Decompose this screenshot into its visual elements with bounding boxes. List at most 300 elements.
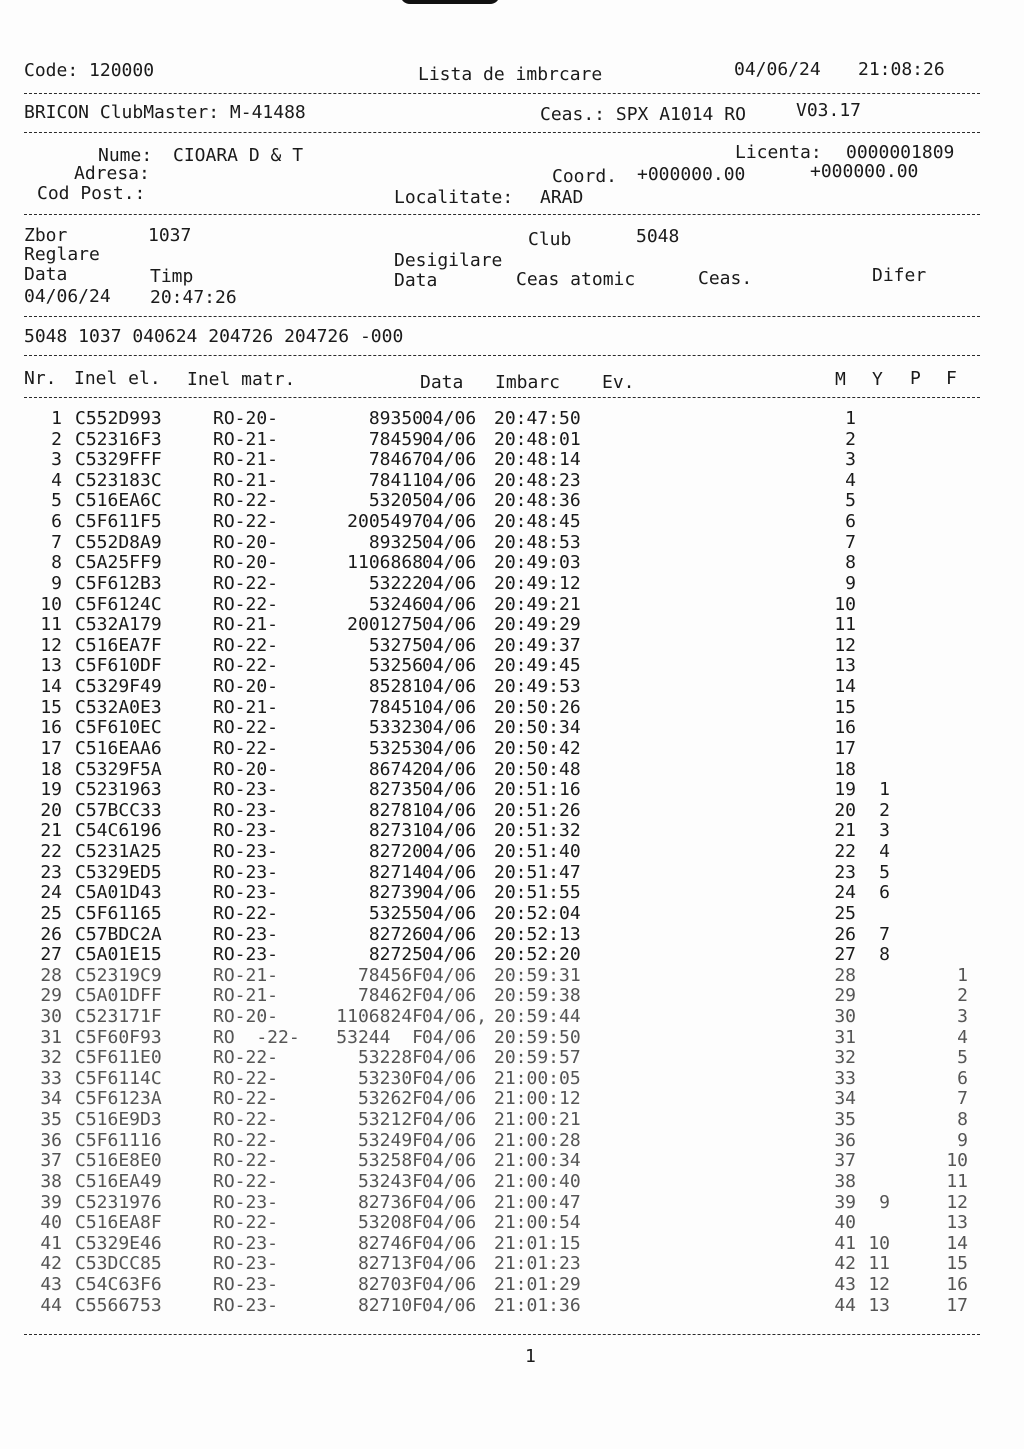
clubmaster-id: BRICON ClubMaster: M-41488	[24, 102, 306, 123]
rank-m: 19	[834, 779, 856, 801]
clock-label: Ceas.	[698, 268, 753, 289]
rank-m: 37	[834, 1150, 856, 1172]
ring-number: 82726	[368, 923, 423, 945]
ring-prefix: RO-20-	[213, 552, 279, 574]
postal-label: Cod Post.:	[37, 183, 146, 204]
header-imbarc: Imbarc	[495, 372, 561, 393]
ring-prefix: RO-22-	[213, 1109, 279, 1131]
table-row	[0, 657, 1024, 677]
rank-m: 21	[834, 820, 856, 842]
ring-prefix: RO-22-	[213, 717, 279, 739]
table-row	[0, 987, 1024, 1007]
ring-number: 82731	[368, 820, 423, 842]
rank-y: 11	[868, 1253, 890, 1275]
arrival-time: 21:00:12	[494, 1088, 581, 1110]
ring-number: 53230F	[357, 1067, 423, 1089]
row-number: 21	[40, 820, 62, 842]
ring-number: 82725	[368, 944, 423, 966]
arrival-date: 04/06	[422, 490, 477, 512]
electronic-ring: C516EA6C	[75, 490, 162, 512]
electronic-ring: C5329ED5	[75, 861, 162, 883]
row-number: 32	[40, 1047, 62, 1069]
row-number: 42	[40, 1253, 62, 1275]
divider	[24, 93, 980, 94]
coord-label: Coord.	[552, 166, 618, 187]
reglare-time: 20:47:26	[150, 287, 237, 308]
ring-number: 53244 F	[336, 1026, 423, 1048]
electronic-ring: C5A01D43	[75, 882, 162, 904]
coord-x: +000000.00	[637, 164, 746, 185]
electronic-ring: C516EA7F	[75, 634, 162, 656]
arrival-time: 20:59:38	[494, 985, 581, 1007]
row-number: 36	[40, 1129, 62, 1151]
ring-prefix: RO-20-	[213, 676, 279, 698]
rank-m: 14	[834, 676, 856, 698]
arrival-date: 04/06	[422, 861, 477, 883]
rank-m: 20	[834, 799, 856, 821]
ring-prefix: RO-21-	[213, 614, 279, 636]
ring-number: 89325	[368, 531, 423, 553]
table-row	[0, 1152, 1024, 1172]
table-row	[0, 781, 1024, 801]
arrival-time: 21:01:23	[494, 1253, 581, 1275]
table-row	[0, 902, 1024, 925]
arrival-time: 20:47:50	[494, 408, 581, 429]
arrival-time: 21:01:29	[494, 1274, 581, 1296]
row-number: 9	[51, 572, 62, 594]
ring-prefix: RO-22-	[213, 572, 279, 594]
table-row	[0, 719, 1024, 739]
ring-prefix: RO-22-	[213, 1067, 279, 1089]
rank-y: 4	[879, 841, 890, 863]
row-number: 33	[40, 1067, 62, 1089]
arrival-time: 20:48:14	[494, 449, 581, 471]
arrival-time: 20:51:47	[494, 861, 581, 883]
arrival-time: 20:52:13	[494, 923, 581, 945]
rank-m: 11	[834, 614, 856, 636]
rank-m: 1	[845, 408, 856, 429]
table-row	[0, 492, 1024, 512]
arrival-time: 20:50:26	[494, 696, 581, 718]
table-row	[0, 1255, 1024, 1275]
rank-m: 35	[834, 1109, 856, 1131]
zbor-number: 1037	[148, 225, 192, 246]
rank-f: 1	[957, 964, 968, 986]
ring-prefix: RO-22-	[213, 1150, 279, 1172]
electronic-ring: C5329E46	[75, 1232, 162, 1254]
arrival-time: 20:52:20	[494, 944, 581, 966]
table-row	[0, 469, 1024, 492]
arrival-time: 20:48:53	[494, 531, 581, 553]
row-number: 37	[40, 1150, 62, 1172]
club-number: 5048	[636, 226, 680, 247]
rank-m: 26	[834, 923, 856, 945]
rank-m: 4	[845, 469, 856, 491]
arrival-date: 04/06	[422, 882, 477, 904]
ring-prefix: RO -22-	[213, 1026, 300, 1048]
arrival-date: 04/06	[422, 676, 477, 698]
table-row	[0, 843, 1024, 863]
header-nr: Nr.	[24, 368, 57, 389]
arrival-date: 04/06	[422, 1047, 477, 1069]
table-row	[0, 1090, 1024, 1110]
row-number: 41	[40, 1232, 62, 1254]
rank-m: 13	[834, 655, 856, 677]
row-number: 43	[40, 1274, 62, 1296]
row-number: 24	[40, 882, 62, 904]
ring-number: 78411	[368, 469, 423, 491]
table-row	[0, 451, 1024, 471]
ring-number: 53243F	[357, 1170, 423, 1192]
ring-prefix: RO-22-	[213, 490, 279, 512]
arrival-time: 21:00:34	[494, 1150, 581, 1172]
row-number: 6	[51, 511, 62, 533]
rank-m: 12	[834, 634, 856, 656]
electronic-ring: C552D993	[75, 408, 162, 429]
header-data: Data	[420, 372, 464, 393]
rank-m: 15	[834, 696, 856, 718]
arrival-date: 04/06,	[422, 1005, 488, 1027]
rank-m: 7	[845, 531, 856, 553]
row-number: 10	[40, 593, 62, 615]
ring-number: 53246	[368, 593, 423, 615]
arrival-time: 20:49:45	[494, 655, 581, 677]
table-row	[0, 964, 1024, 987]
ring-number: 82714	[368, 861, 423, 883]
ring-prefix: RO-20-	[213, 1005, 279, 1027]
ring-number: 1106824F	[336, 1005, 423, 1027]
difference-label: Difer	[872, 265, 927, 286]
row-number: 16	[40, 717, 62, 739]
rank-y: 7	[879, 923, 890, 945]
arrival-date: 04/06	[422, 552, 477, 574]
locality: ARAD	[540, 187, 584, 208]
rank-m: 17	[834, 737, 856, 759]
table-row	[0, 884, 1024, 904]
rank-m: 9	[845, 572, 856, 594]
arrival-date: 04/06	[422, 408, 477, 429]
license-label: Licenta:	[735, 142, 822, 163]
rank-m: 22	[834, 841, 856, 863]
electronic-ring: C5231976	[75, 1191, 162, 1213]
electronic-ring: C5F610EC	[75, 717, 162, 739]
atomic-clock-label: Ceas atomic	[516, 269, 636, 290]
arrival-date: 04/06	[422, 1253, 477, 1275]
table-row	[0, 799, 1024, 822]
arrival-date: 04/06	[422, 1170, 477, 1192]
arrival-time: 20:51:16	[494, 779, 581, 801]
rank-m: 31	[834, 1026, 856, 1048]
ring-number: 82781	[368, 799, 423, 821]
clock-id: Ceas.: SPX A1014 RO	[540, 104, 746, 125]
row-number: 12	[40, 634, 62, 656]
ring-number: 53262F	[357, 1088, 423, 1110]
reglare-date: 04/06/24	[24, 286, 111, 307]
arrival-date: 04/06	[422, 428, 477, 450]
row-number: 5	[51, 490, 62, 512]
electronic-ring: C5F60F93	[75, 1026, 162, 1048]
rank-m: 10	[834, 593, 856, 615]
rank-m: 3	[845, 449, 856, 471]
arrival-date: 04/06	[422, 696, 477, 718]
table-row	[0, 634, 1024, 657]
rank-m: 24	[834, 882, 856, 904]
row-number: 4	[51, 469, 62, 491]
data2-label: Data	[394, 270, 438, 291]
rank-y: 12	[868, 1274, 890, 1296]
ring-prefix: RO-22-	[213, 655, 279, 677]
ring-number: 53228F	[357, 1047, 423, 1069]
electronic-ring: C516EA8F	[75, 1212, 162, 1234]
header-f: F	[946, 368, 957, 389]
rank-m: 2	[845, 428, 856, 450]
row-number: 35	[40, 1109, 62, 1131]
ring-number: 53323	[368, 717, 423, 739]
electronic-ring: C5F611E0	[75, 1047, 162, 1069]
electronic-ring: C5F610DF	[75, 655, 162, 677]
table-row	[0, 1191, 1024, 1214]
ring-number: 82739	[368, 882, 423, 904]
rank-m: 43	[834, 1274, 856, 1296]
rank-y: 5	[879, 861, 890, 883]
ring-prefix: RO-23-	[213, 779, 279, 801]
rank-f: 12	[946, 1191, 968, 1213]
rank-f: 9	[957, 1129, 968, 1151]
electronic-ring: C57BCC33	[75, 799, 162, 821]
arrival-time: 21:00:47	[494, 1191, 581, 1213]
row-number: 28	[40, 964, 62, 986]
arrival-time: 21:00:21	[494, 1109, 581, 1131]
electronic-ring: C5A01E15	[75, 944, 162, 966]
row-number: 38	[40, 1170, 62, 1192]
rank-m: 34	[834, 1088, 856, 1110]
arrival-date: 04/06	[422, 1274, 477, 1296]
electronic-ring: C5231963	[75, 779, 162, 801]
ring-prefix: RO-21-	[213, 985, 279, 1007]
header-ev: Ev.	[602, 372, 635, 393]
rank-m: 28	[834, 964, 856, 986]
arrival-time: 21:00:05	[494, 1067, 581, 1089]
arrival-time: 21:01:36	[494, 1294, 581, 1316]
table-row	[0, 1214, 1024, 1234]
header-y: Y	[872, 369, 883, 390]
arrival-time: 20:50:48	[494, 758, 581, 780]
ring-number: 53258F	[357, 1150, 423, 1172]
rank-f: 15	[946, 1253, 968, 1275]
arrival-date: 04/06	[422, 841, 477, 863]
electronic-ring: C5A25FF9	[75, 552, 162, 574]
arrival-date: 04/06	[422, 1232, 477, 1254]
table-row	[0, 737, 1024, 760]
ring-number: 85281	[368, 676, 423, 698]
arrival-time: 20:59:57	[494, 1047, 581, 1069]
zbor-label: Zbor	[24, 225, 68, 246]
rank-m: 33	[834, 1067, 856, 1089]
ring-prefix: RO-22-	[213, 1088, 279, 1110]
row-number: 30	[40, 1005, 62, 1027]
table-row	[0, 531, 1024, 554]
electronic-ring: C532A0E3	[75, 696, 162, 718]
ring-prefix: RO-20-	[213, 531, 279, 553]
electronic-ring: C5F6114C	[75, 1067, 162, 1089]
ring-prefix: RO-22-	[213, 1129, 279, 1151]
divider	[24, 132, 980, 133]
arrival-date: 04/06	[422, 902, 477, 924]
ring-number: 78459	[368, 428, 423, 450]
arrival-time: 21:01:15	[494, 1232, 581, 1254]
rank-y: 3	[879, 820, 890, 842]
table-row	[0, 1049, 1024, 1069]
rank-f: 5	[957, 1047, 968, 1069]
arrival-date: 04/06	[422, 469, 477, 491]
row-number: 3	[51, 449, 62, 471]
electronic-ring: C57BDC2A	[75, 923, 162, 945]
electronic-ring: C516E9D3	[75, 1109, 162, 1131]
arrival-date: 04/06	[422, 572, 477, 594]
rank-m: 42	[834, 1253, 856, 1275]
ring-prefix: RO-21-	[213, 428, 279, 450]
rank-y: 2	[879, 799, 890, 821]
ring-number: 78462F	[357, 985, 423, 1007]
data-label: Data	[24, 264, 68, 285]
rank-f: 6	[957, 1067, 968, 1089]
arrival-date: 04/06	[422, 944, 477, 966]
ring-prefix: RO-22-	[213, 1212, 279, 1234]
electronic-ring: C516E8E0	[75, 1150, 162, 1172]
rank-m: 40	[834, 1212, 856, 1234]
electronic-ring: C54C6196	[75, 820, 162, 842]
arrival-time: 20:59:31	[494, 964, 581, 986]
header-p: P	[910, 368, 921, 389]
rank-f: 2	[957, 985, 968, 1007]
row-number: 39	[40, 1191, 62, 1213]
arrival-date: 04/06	[422, 799, 477, 821]
table-row	[0, 696, 1024, 719]
arrival-time: 20:48:36	[494, 490, 581, 512]
electronic-ring: C5F61165	[75, 902, 162, 924]
ring-prefix: RO-21-	[213, 449, 279, 471]
divider	[24, 397, 980, 398]
ring-prefix: RO-23-	[213, 1294, 279, 1316]
rank-f: 10	[946, 1150, 968, 1172]
arrival-date: 04/06	[422, 655, 477, 677]
arrival-date: 04/06	[422, 1026, 477, 1048]
table-row	[0, 822, 1024, 842]
arrival-time: 20:48:01	[494, 428, 581, 450]
reglare-label: Reglare	[24, 244, 100, 265]
ring-prefix: RO-23-	[213, 944, 279, 966]
timp-label: Timp	[150, 266, 194, 287]
table-row	[0, 554, 1024, 574]
coord-y: +000000.00	[810, 161, 919, 182]
rank-f: 13	[946, 1212, 968, 1234]
electronic-ring: C5F612B3	[75, 572, 162, 594]
address-label: Adresa:	[74, 163, 150, 184]
arrival-date: 04/06	[422, 964, 477, 986]
row-number: 8	[51, 552, 62, 574]
electronic-ring: C5329F49	[75, 676, 162, 698]
table-row	[0, 1067, 1024, 1090]
electronic-ring: C523171F	[75, 1005, 162, 1027]
rank-m: 23	[834, 861, 856, 883]
code-text: Code: 120000	[24, 60, 155, 81]
ring-number: 53208F	[357, 1212, 423, 1234]
electronic-ring: C552D8A9	[75, 531, 162, 553]
ring-number: 89350	[368, 408, 423, 429]
locality-label: Localitate:	[394, 187, 514, 208]
rank-y: 1	[879, 779, 890, 801]
rank-f: 7	[957, 1088, 968, 1110]
electronic-ring: C5F6124C	[75, 593, 162, 615]
arrival-date: 04/06	[422, 614, 477, 636]
ring-prefix: RO-21-	[213, 469, 279, 491]
row-number: 27	[40, 944, 62, 966]
arrival-date: 04/06	[422, 449, 477, 471]
ring-number: 82720	[368, 841, 423, 863]
table-row	[0, 1276, 1024, 1296]
arrival-time: 21:00:54	[494, 1212, 581, 1234]
rank-f: 8	[957, 1109, 968, 1131]
row-number: 19	[40, 779, 62, 801]
arrival-date: 04/06	[422, 531, 477, 553]
electronic-ring: C54C63F6	[75, 1274, 162, 1296]
ring-number: 53249F	[357, 1129, 423, 1151]
rank-y: 6	[879, 882, 890, 904]
table-row	[0, 1294, 1024, 1317]
row-number: 23	[40, 861, 62, 883]
rank-m: 27	[834, 944, 856, 966]
electronic-ring: C5566753	[75, 1294, 162, 1316]
header-m: M	[835, 369, 846, 390]
rank-f: 4	[957, 1026, 968, 1048]
ring-prefix: RO-23-	[213, 1253, 279, 1275]
rank-f: 16	[946, 1274, 968, 1296]
rank-y: 13	[868, 1294, 890, 1316]
report-date: 04/06/24	[734, 59, 821, 80]
ring-prefix: RO-23-	[213, 1191, 279, 1213]
rank-f: 3	[957, 1005, 968, 1027]
row-number: 15	[40, 696, 62, 718]
arrival-time: 20:48:45	[494, 511, 581, 533]
arrival-date: 04/06	[422, 1294, 477, 1316]
rank-m: 30	[834, 1005, 856, 1027]
arrival-date: 04/06	[422, 717, 477, 739]
table-row	[0, 923, 1024, 946]
electronic-ring: C5A01DFF	[75, 985, 162, 1007]
ring-number: 78451	[368, 696, 423, 718]
arrival-time: 20:52:04	[494, 902, 581, 924]
rank-m: 29	[834, 985, 856, 1007]
arrival-date: 04/06	[422, 1150, 477, 1172]
ring-number: 82703F	[357, 1274, 423, 1296]
divider	[24, 1334, 980, 1335]
rank-f: 17	[946, 1294, 968, 1316]
row-number: 25	[40, 902, 62, 924]
ring-prefix: RO-23-	[213, 841, 279, 863]
arrival-time: 20:51:32	[494, 820, 581, 842]
ring-prefix: RO-22-	[213, 634, 279, 656]
ring-number: 53253	[368, 737, 423, 759]
arrival-time: 20:49:29	[494, 614, 581, 636]
ring-prefix: RO-20-	[213, 408, 279, 429]
owner-name: CIOARA D & T	[173, 145, 304, 166]
ring-number: 78467	[368, 449, 423, 471]
divider	[24, 316, 980, 317]
row-number: 20	[40, 799, 62, 821]
ring-number: 82713F	[357, 1253, 423, 1275]
arrival-date: 04/06	[422, 1191, 477, 1213]
version: V03.17	[796, 100, 862, 121]
